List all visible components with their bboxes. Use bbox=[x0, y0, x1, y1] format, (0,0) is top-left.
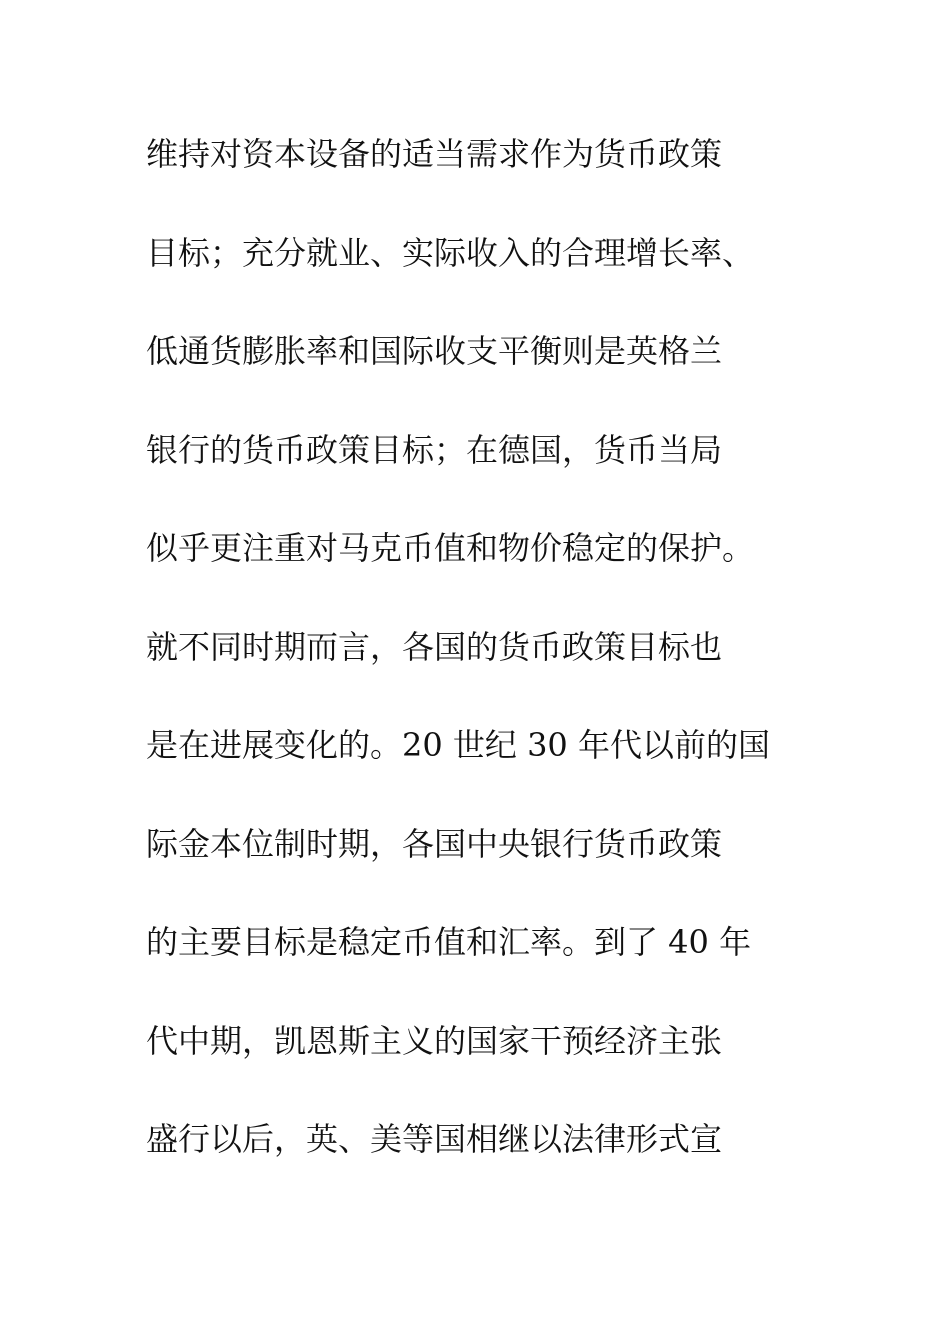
text-line: 似乎更注重对马克币值和物价稳定的保护。 bbox=[146, 529, 755, 567]
text-line: 低通货膨胀率和国际收支平衡则是英格兰 bbox=[146, 332, 723, 370]
text-line: 际金本位制时期，各国中央银行货币政策 bbox=[146, 824, 723, 863]
text-line: 盛行以后，英、美等国相继以法律形式宣 bbox=[146, 1120, 723, 1158]
text-line: 代中期，凯恩斯主义的国家干预经济主张 bbox=[146, 1021, 723, 1060]
body-text bbox=[146, 124, 826, 1208]
text-line: 银行的货币政策目标；在德国，货币当局 bbox=[146, 430, 723, 469]
text-line: 的主要目标是稳定币值和汇率。到了 40 年 bbox=[146, 923, 752, 961]
text-line: 目标；充分就业、实际收入的合理增长率、 bbox=[146, 233, 755, 272]
text-line: 是在进展变化的。20 世纪 30 年代以前的国 bbox=[146, 726, 770, 764]
text-line: 就不同时期而言，各国的货币政策目标也 bbox=[146, 627, 723, 666]
text-line: 维持对资本设备的适当需求作为货币政策 bbox=[146, 135, 723, 173]
